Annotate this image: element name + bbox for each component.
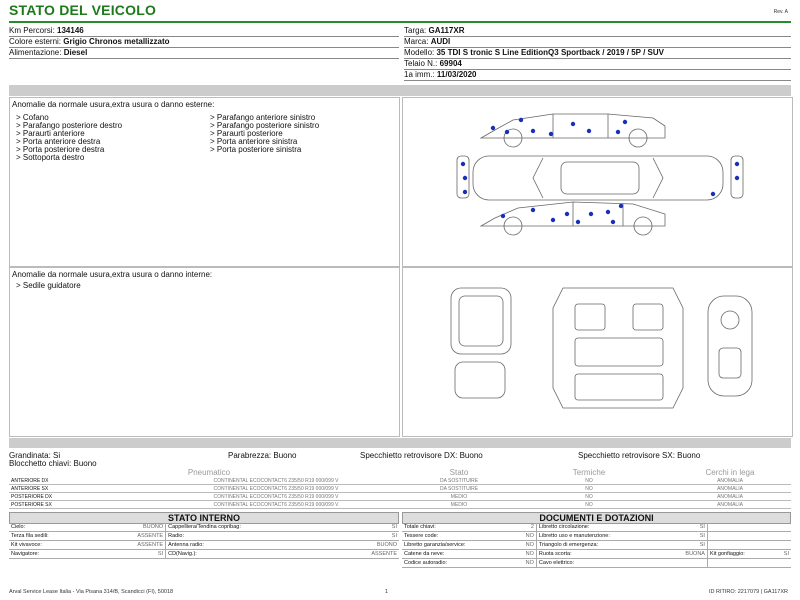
tyre-row (9, 501, 791, 509)
kv-label (707, 559, 775, 568)
steering-view (708, 296, 752, 396)
tyre-cerchi: ANOMALIA (669, 501, 791, 509)
external-diagram-panel (402, 97, 793, 267)
kv-value: NO (515, 541, 537, 550)
damage-item: > Paraurti anteriore (16, 129, 85, 138)
kv-label: Tessere code: (402, 532, 515, 541)
internal-damage-list (16, 282, 81, 290)
kv-value: SI (100, 550, 166, 559)
tyres-header-row (9, 468, 791, 477)
header-pneumatico: Pneumatico (187, 468, 231, 477)
kv-value: NO (515, 550, 537, 559)
title-underline (9, 21, 791, 23)
tyre-termiche: NO (509, 485, 669, 493)
damage-marker (549, 132, 553, 136)
kv-label: Codice autoradio: (402, 559, 515, 568)
vehicle-info-right (404, 26, 791, 81)
damage-marker (576, 220, 580, 224)
kv-value: SI (666, 541, 707, 550)
kv-label: Libretto circolazione: (536, 523, 666, 532)
tyre-position: ANTERIORE SX (9, 485, 143, 493)
kv-value: ASSENTE (100, 532, 166, 541)
info-row-immatricolazione: 1a imm.: 11/03/2020 (404, 70, 791, 81)
damage-item: > Porta anteriore sinistra (210, 137, 298, 146)
damage-marker (616, 130, 620, 134)
tyre-model: CONTINENTAL ECOCONTACT6 235/50 R19 000/099 V (143, 485, 409, 493)
revision-label: Rev. A (773, 9, 788, 15)
damage-marker (619, 204, 623, 208)
kv-value: 2 (515, 523, 537, 532)
kv-label: Terza fila sedili: (9, 532, 100, 541)
kv-label: Kit gonfiaggio: (707, 550, 775, 559)
internal-damage-panel (9, 267, 400, 437)
kv-value: NO (515, 532, 537, 541)
damage-item: > Paraurti posteriore (210, 129, 283, 138)
damage-item: > Parafango posteriore sinistro (210, 121, 320, 130)
kv-value: SI (334, 532, 399, 541)
section-divider (9, 85, 791, 96)
damage-item: > Porta anteriore destra (16, 137, 101, 146)
page-title: STATO DEL VEICOLO (9, 2, 157, 18)
damage-marker (589, 212, 593, 216)
header-stato: Stato (449, 468, 469, 477)
damage-markers (461, 118, 739, 224)
kv-row (402, 550, 791, 559)
damage-marker (531, 129, 535, 133)
documenti-title: DOCUMENTI E DOTAZIONI (402, 512, 791, 524)
damage-marker (519, 118, 523, 122)
tyre-row (9, 493, 791, 501)
tyres-table (9, 468, 791, 509)
damage-marker (501, 214, 505, 218)
damage-marker (735, 162, 739, 166)
damage-marker (571, 122, 575, 126)
kv-label: Radio: (166, 532, 335, 541)
damage-marker (623, 120, 627, 124)
damage-marker (491, 126, 495, 130)
section-divider (9, 438, 791, 448)
kv-row (402, 532, 791, 541)
kv-label (707, 541, 775, 550)
external-damage-panel (9, 97, 400, 267)
stato-interno-table (9, 523, 399, 559)
kv-value: SI (334, 523, 399, 532)
damage-marker (463, 176, 467, 180)
tyre-cerchi: ANOMALIA (669, 493, 791, 501)
documenti-table (402, 523, 791, 568)
damage-item: > Parafango posteriore destro (16, 121, 123, 130)
tyre-position: POSTERIORE SX (9, 501, 143, 509)
tyre-row (9, 485, 791, 493)
kv-label: Navigatore: (9, 550, 100, 559)
kv-value (775, 541, 791, 550)
kv-label: Kit vivavoce: (9, 541, 100, 550)
kv-row (402, 559, 791, 568)
car-top-view (457, 156, 743, 200)
info-row-targa: Targa: GA117XR (404, 26, 791, 37)
tyre-termiche: NO (509, 493, 669, 501)
kv-label: Ruota scorta: (536, 550, 666, 559)
car-interior-diagram (403, 268, 792, 436)
kv-label: CD(Navig.): (166, 550, 335, 559)
kv-value: SI (775, 550, 791, 559)
damage-marker (735, 176, 739, 180)
tyre-cerchi: ANOMALIA (669, 485, 791, 493)
tyre-model: CONTINENTAL ECOCONTACT6 235/50 R19 000/099 V (143, 493, 409, 501)
damage-item: > Porta posteriore sinistra (210, 145, 302, 154)
kv-value: BUONO (334, 541, 399, 550)
tyre-state: MEDIO (409, 501, 509, 509)
damage-item: > Sottoporta destro (16, 153, 85, 162)
external-damage-title: Anomalie da normale usura,extra usura o danno esterne: (12, 100, 215, 109)
tyre-row (9, 477, 791, 485)
kv-label (707, 532, 775, 541)
kv-value: BUONA (666, 550, 707, 559)
status-grandinata: Grandinata: Si (9, 451, 61, 460)
kv-value (775, 523, 791, 532)
kv-label: Cielo: (9, 523, 100, 532)
footer-page: 1 (385, 589, 389, 595)
damage-item: > Cofano (16, 113, 49, 122)
kv-row (9, 523, 399, 532)
kv-value: BUONO (100, 523, 166, 532)
kv-label: Libretto uso e manutenzione: (536, 532, 666, 541)
tyre-state: MEDIO (409, 493, 509, 501)
damage-marker (611, 220, 615, 224)
damage-marker (463, 190, 467, 194)
header-cerchi: Cerchi in lega (705, 468, 755, 477)
kv-value (775, 559, 791, 568)
kv-label (707, 523, 775, 532)
kv-row (402, 523, 791, 532)
damage-marker (531, 208, 535, 212)
kv-value (666, 559, 707, 568)
damage-marker (505, 130, 509, 134)
status-blocchetto: Blocchetto chiavi: Buono (9, 459, 97, 468)
kv-value: ASSENTE (334, 550, 399, 559)
status-specchietto-dx: Specchietto retrovisore DX: Buono (360, 451, 483, 460)
status-specchietto-sx: Specchietto retrovisore SX: Buono (578, 451, 701, 460)
external-damage-list-1 (16, 114, 122, 162)
stato-interno-title: STATO INTERNO (9, 512, 399, 524)
kv-row (9, 532, 399, 541)
tyre-model: CONTINENTAL ECOCONTACT6 235/50 R19 000/099 V (143, 501, 409, 509)
damage-item: > Sedile guidatore (16, 281, 81, 290)
internal-diagram-panel (402, 267, 793, 437)
tyre-state: DA SOSTITUIRE (409, 477, 509, 485)
kv-label: Libretto garanzia/service: (402, 541, 515, 550)
info-row-colore: Colore esterni: Grigio Chronos metallizzato (9, 37, 399, 48)
status-parabrezza: Parabrezza: Buono (228, 451, 297, 460)
tyre-termiche: NO (509, 501, 669, 509)
kv-label: Triangolo di emergenza: (536, 541, 666, 550)
header-termiche: Termiche (572, 468, 606, 477)
damage-item: > Parafango anteriore sinistro (210, 113, 316, 122)
kv-row (402, 541, 791, 550)
tyre-position: ANTERIORE DX (9, 477, 143, 485)
damage-marker (461, 162, 465, 166)
external-damage-list-2 (210, 114, 319, 154)
kv-value: SI (666, 532, 707, 541)
tyre-state: DA SOSTITUIRE (409, 485, 509, 493)
kv-label: Cavo elettrico: (536, 559, 666, 568)
damage-item: > Porta posteriore destra (16, 145, 105, 154)
damage-marker (565, 212, 569, 216)
kv-value: SI (666, 523, 707, 532)
damage-marker (606, 210, 610, 214)
car-side-view-bottom (481, 202, 665, 235)
damage-marker (551, 218, 555, 222)
car-exterior-diagram (403, 98, 792, 266)
tyre-position: POSTERIORE DX (9, 493, 143, 501)
vehicle-info-left (9, 26, 399, 59)
info-row-alimentazione: Alimentazione: Diesel (9, 48, 399, 59)
internal-damage-title: Anomalie da normale usura,extra usura o danno interne: (12, 270, 213, 279)
info-row-marca: Marca: AUDI (404, 37, 791, 48)
footer-company: Arval Service Lease Italia - Via Pisana 314/B, Scandicci (FI), 50018 (9, 589, 174, 595)
kv-value: NO (515, 559, 537, 568)
damage-marker (711, 192, 715, 196)
tyre-model: CONTINENTAL ECOCONTACT6 235/50 R19 000/099 V (143, 477, 409, 485)
seat-front-view (451, 288, 511, 398)
info-row-modello: Modello: 35 TDI S tronic S Line EditionQ3 Sportback / 2019 / 5P / SUV (404, 48, 791, 59)
tyre-cerchi: ANOMALIA (669, 477, 791, 485)
tyre-termiche: NO (509, 477, 669, 485)
kv-label: Totale chiavi: (402, 523, 515, 532)
kv-value (775, 532, 791, 541)
kv-row (9, 550, 399, 559)
info-row-km: Km Percorsi: 134146 (9, 26, 399, 37)
cabin-top-view (553, 288, 683, 408)
damage-marker (587, 129, 591, 133)
kv-row (9, 541, 399, 550)
kv-value: ASSENTE (100, 541, 166, 550)
kv-label: Antenna radio: (166, 541, 335, 550)
kv-label: Cappelliera/Tendina copribag: (166, 523, 335, 532)
footer-id: ID RITIRO: 2217079 | GA117XR (709, 589, 788, 595)
info-row-telaio: Telaio N.: 69904 (404, 59, 791, 70)
kv-label: Catene da neve: (402, 550, 515, 559)
